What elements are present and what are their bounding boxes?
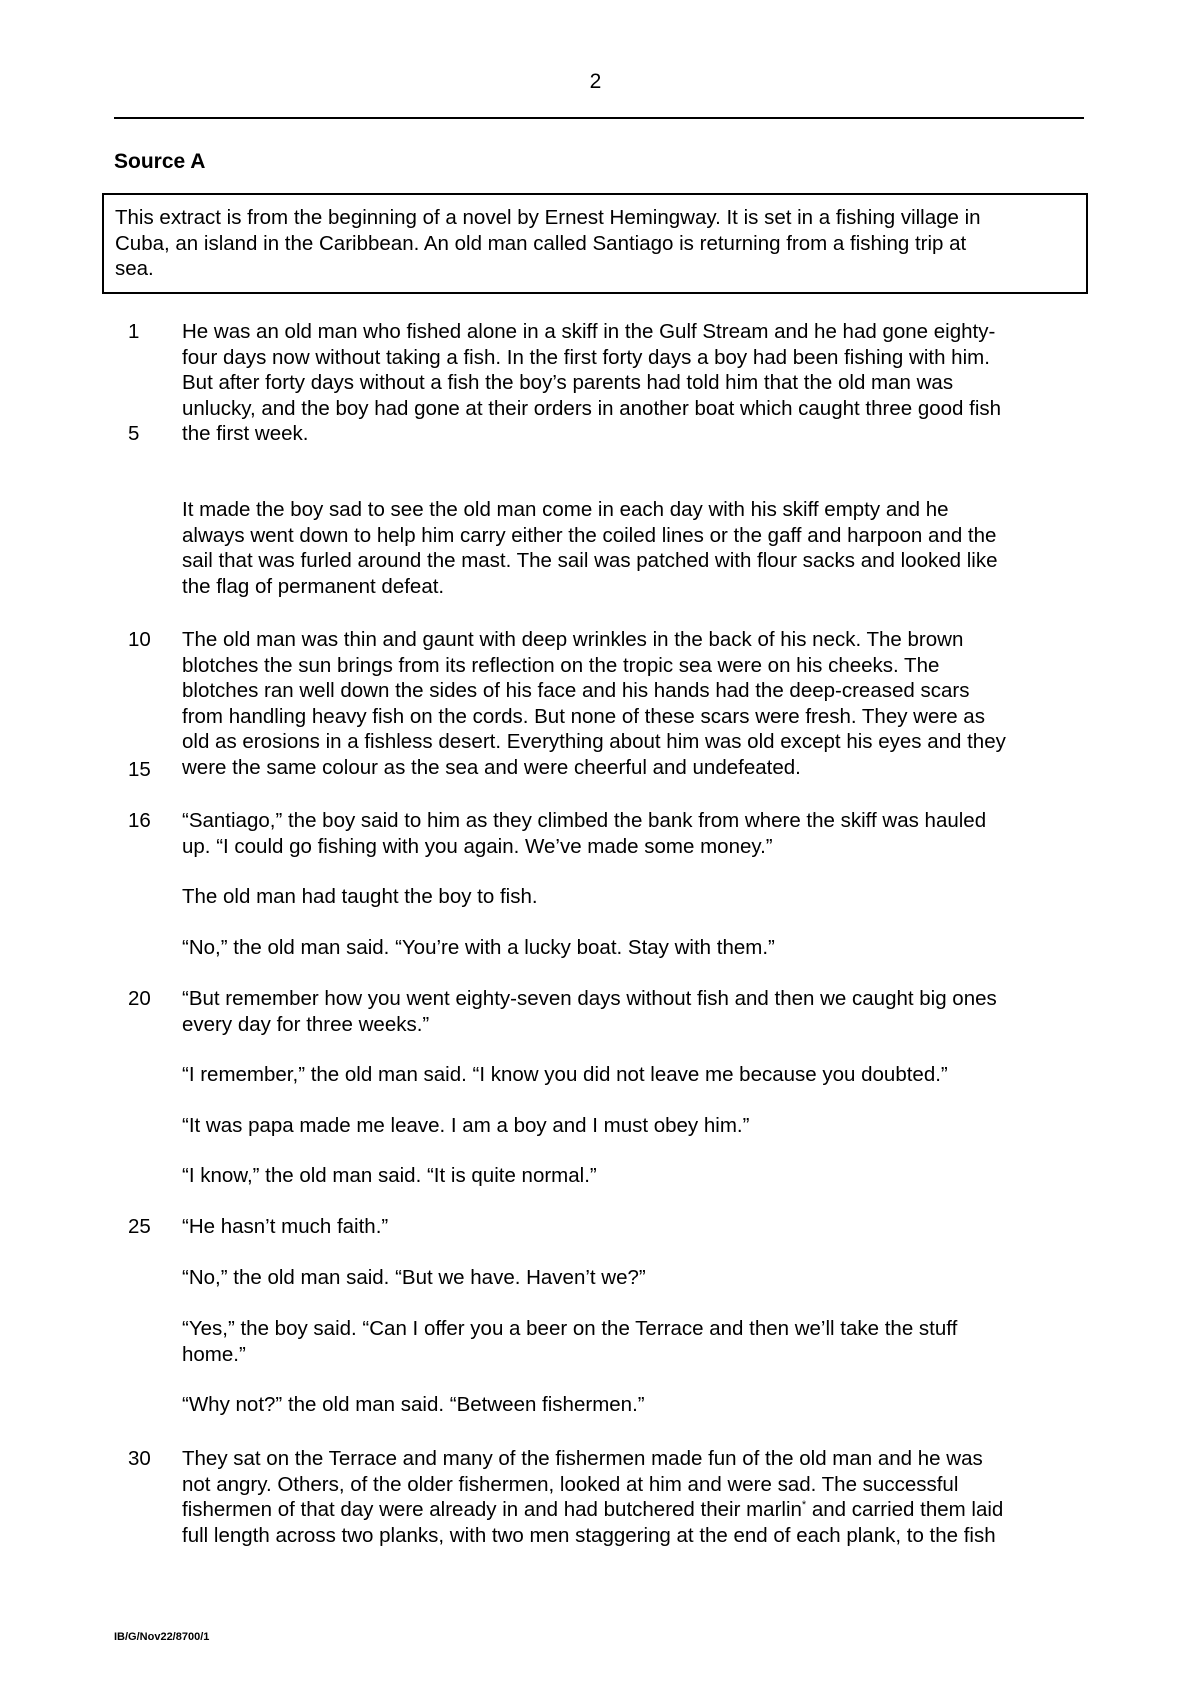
paragraph bbox=[182, 1316, 1087, 1367]
text-line: “Santiago,” the boy said to him as they climbed the bank from where the skiff was hauled bbox=[182, 809, 987, 832]
text-line: sail that was furled around the mast. The sail was patched with flour sacks and looked like bbox=[182, 549, 998, 572]
line-number: 30 bbox=[128, 1447, 151, 1470]
text-line: full length across two planks, with two men staggering at the end of each plank, to the fish bbox=[182, 1523, 996, 1547]
text-line: up. “I could go fishing with you again. We’ve made some money.” bbox=[182, 834, 773, 858]
text-line: He was an old man who fished alone in a skiff in the Gulf Stream and he had gone eighty- bbox=[182, 320, 996, 343]
text-line: blotches ran well down the sides of his face and his hands had the deep-creased scars bbox=[182, 679, 970, 702]
text-line: But after forty days without a fish the boy’s parents had told him that the old man was bbox=[182, 371, 954, 394]
text-line: blotches the sun brings from its reflection on the tropic sea were on his cheeks. The bbox=[182, 653, 940, 677]
intro-line: sea. bbox=[115, 257, 154, 280]
paragraph bbox=[182, 986, 1087, 1037]
text-line: home.” bbox=[182, 1342, 246, 1366]
text-line: the first week. bbox=[182, 422, 309, 445]
line-number: 1 bbox=[128, 320, 140, 343]
text-line: “Why not?” the old man said. “Between fishermen.” bbox=[182, 1393, 645, 1416]
paragraph bbox=[182, 1214, 1087, 1240]
paragraph bbox=[182, 319, 1087, 447]
text-line: “It was papa made me leave. I am a boy and I must obey him.” bbox=[182, 1114, 750, 1137]
paragraph bbox=[182, 808, 1087, 859]
line-number: 20 bbox=[128, 987, 151, 1010]
paragraph bbox=[182, 1265, 1087, 1291]
text-line: always went down to help him carry either the coiled lines or the gaff and harpoon and the bbox=[182, 523, 997, 547]
text-line: every day for three weeks.” bbox=[182, 1012, 430, 1036]
text-line: “No,” the old man said. “You’re with a lucky boat. Stay with them.” bbox=[182, 936, 775, 959]
text-line: were the same colour as the sea and were cheerful and undefeated. bbox=[182, 755, 801, 779]
text-line: They sat on the Terrace and many of the fishermen made fun of the old man and he was bbox=[182, 1447, 983, 1470]
text-line: from handling heavy fish on the cords. But none of these scars were fresh. They were as bbox=[182, 704, 985, 728]
text-line: “Yes,” the boy said. “Can I offer you a beer on the Terrace and then we’ll take the stuff bbox=[182, 1317, 958, 1340]
text-segment: fishermen of that day were already in and had butchered their marlin bbox=[182, 1498, 802, 1521]
intro-line: This extract is from the beginning of a novel by Ernest Hemingway. It is set in a fishing village in bbox=[115, 206, 981, 229]
text-line: not angry. Others, of the older fishermen, looked at him and were sad. The successful bbox=[182, 1472, 959, 1496]
text-line: the flag of permanent defeat. bbox=[182, 574, 445, 598]
text-segment: and carried them laid bbox=[806, 1498, 1004, 1521]
line-number: 25 bbox=[128, 1215, 151, 1238]
header-rule bbox=[114, 117, 1084, 119]
paragraph bbox=[182, 884, 1087, 910]
line-number: 5 bbox=[128, 422, 140, 445]
text-line: unlucky, and the boy had gone at their orders in another boat which caught three good fish bbox=[182, 396, 1002, 420]
intro-line: Cuba, an island in the Caribbean. An old man called Santiago is returning from a fishing trip at bbox=[115, 231, 967, 255]
text-line: “I know,” the old man said. “It is quite normal.” bbox=[182, 1164, 597, 1187]
paragraph bbox=[182, 935, 1087, 961]
footnote-marker: * bbox=[801, 1499, 807, 1512]
paragraph bbox=[182, 497, 1087, 599]
paragraph bbox=[182, 627, 1087, 780]
paragraph bbox=[182, 1446, 1087, 1548]
text-line: old as erosions in a fishless desert. Everything about him was old except his eyes and they bbox=[182, 730, 1006, 753]
line-number: 16 bbox=[128, 809, 151, 832]
source-heading: Source A bbox=[114, 150, 206, 173]
text-line: “But remember how you went eighty-seven days without fish and then we caught big ones bbox=[182, 987, 997, 1010]
text-line: “He hasn’t much faith.” bbox=[182, 1215, 389, 1238]
page-number: 2 bbox=[589, 70, 602, 93]
text-line: “I remember,” the old man said. “I know you did not leave me because you doubted.” bbox=[182, 1063, 948, 1086]
intro-box bbox=[102, 193, 1088, 294]
paragraph bbox=[182, 1392, 1087, 1418]
text-line: The old man had taught the boy to fish. bbox=[182, 885, 538, 908]
paragraph bbox=[182, 1163, 1087, 1189]
footer-code: IB/G/Nov22/8700/1 bbox=[114, 1631, 210, 1643]
text-line: It made the boy sad to see the old man come in each day with his skiff empty and he bbox=[182, 498, 949, 521]
text-line: four days now without taking a fish. In the first forty days a boy had been fishing with him. bbox=[182, 345, 990, 369]
paragraph bbox=[182, 1113, 1087, 1139]
paragraph bbox=[182, 1062, 1087, 1088]
text-line: The old man was thin and gaunt with deep wrinkles in the back of his neck. The brown bbox=[182, 628, 964, 651]
text-line-with-footnote bbox=[182, 1497, 1087, 1523]
text-line: “No,” the old man said. “But we have. Haven’t we?” bbox=[182, 1266, 646, 1289]
line-number: 15 bbox=[128, 758, 151, 781]
line-number: 10 bbox=[128, 628, 151, 651]
